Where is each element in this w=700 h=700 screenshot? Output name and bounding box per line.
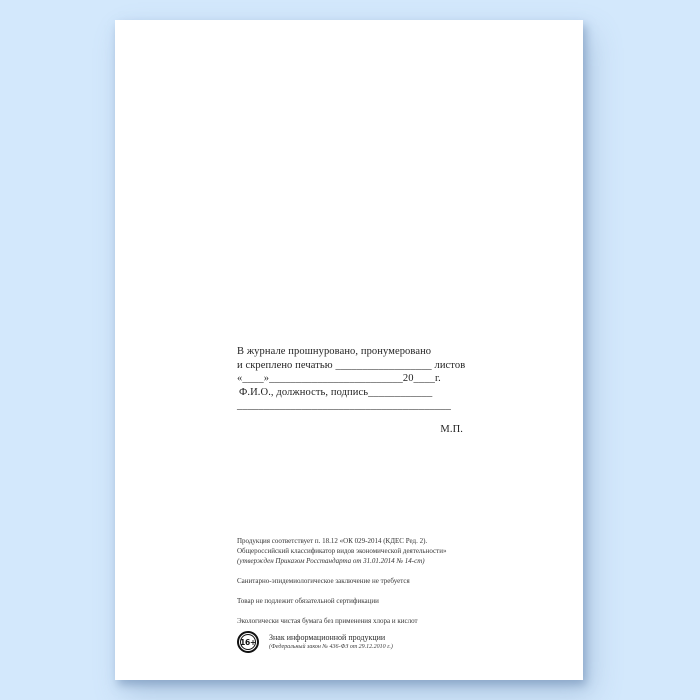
certification-note: Товар не подлежит обязательной сертификации bbox=[237, 597, 379, 605]
lacing-line-3: «____»_________________________20____г. bbox=[237, 373, 441, 384]
journal-back-page bbox=[115, 20, 583, 680]
lacing-certification-block bbox=[237, 345, 467, 436]
seal-place-abbr: М.П. bbox=[440, 423, 463, 435]
age-mark-law-note: (Федеральный закон № 436-ФЗ от 29.12.2010 г.) bbox=[269, 644, 393, 650]
eco-note: Экологически чистая бумага без применения хлора и кислот bbox=[237, 617, 418, 625]
footer-notes bbox=[237, 536, 567, 653]
classifier-line-1: Продукция соответствует п. 18.12 «ОК 029-2014 (КДЕС Ред. 2). bbox=[237, 537, 428, 545]
sanitary-note: Санитарно-эпидемиологическое заключение не требуется bbox=[237, 577, 410, 585]
age-mark-text bbox=[269, 634, 393, 650]
classifier-paragraph bbox=[237, 536, 567, 566]
age-16plus-icon bbox=[237, 631, 259, 653]
lacing-line-2: и скреплено печатью __________________ листов bbox=[237, 359, 466, 371]
age-mark-row bbox=[237, 631, 567, 653]
classifier-line-3: (утвержден Приказом Росстандарта от 31.01.2014 № 14-ст) bbox=[237, 557, 425, 565]
classifier-line-2: Общероссийский классификатор видов экономической деятельности» bbox=[237, 547, 447, 555]
age-mark-title: Знак информационной продукции bbox=[269, 633, 386, 642]
lacing-line-1: В журнале прошнуровано, пронумеровано bbox=[237, 346, 432, 357]
age-16plus-label: 16+ bbox=[240, 634, 256, 650]
signature-underline: ________________________________________ bbox=[237, 400, 451, 411]
lacing-line-4: Ф.И.О., должность, подпись____________ bbox=[239, 386, 433, 398]
